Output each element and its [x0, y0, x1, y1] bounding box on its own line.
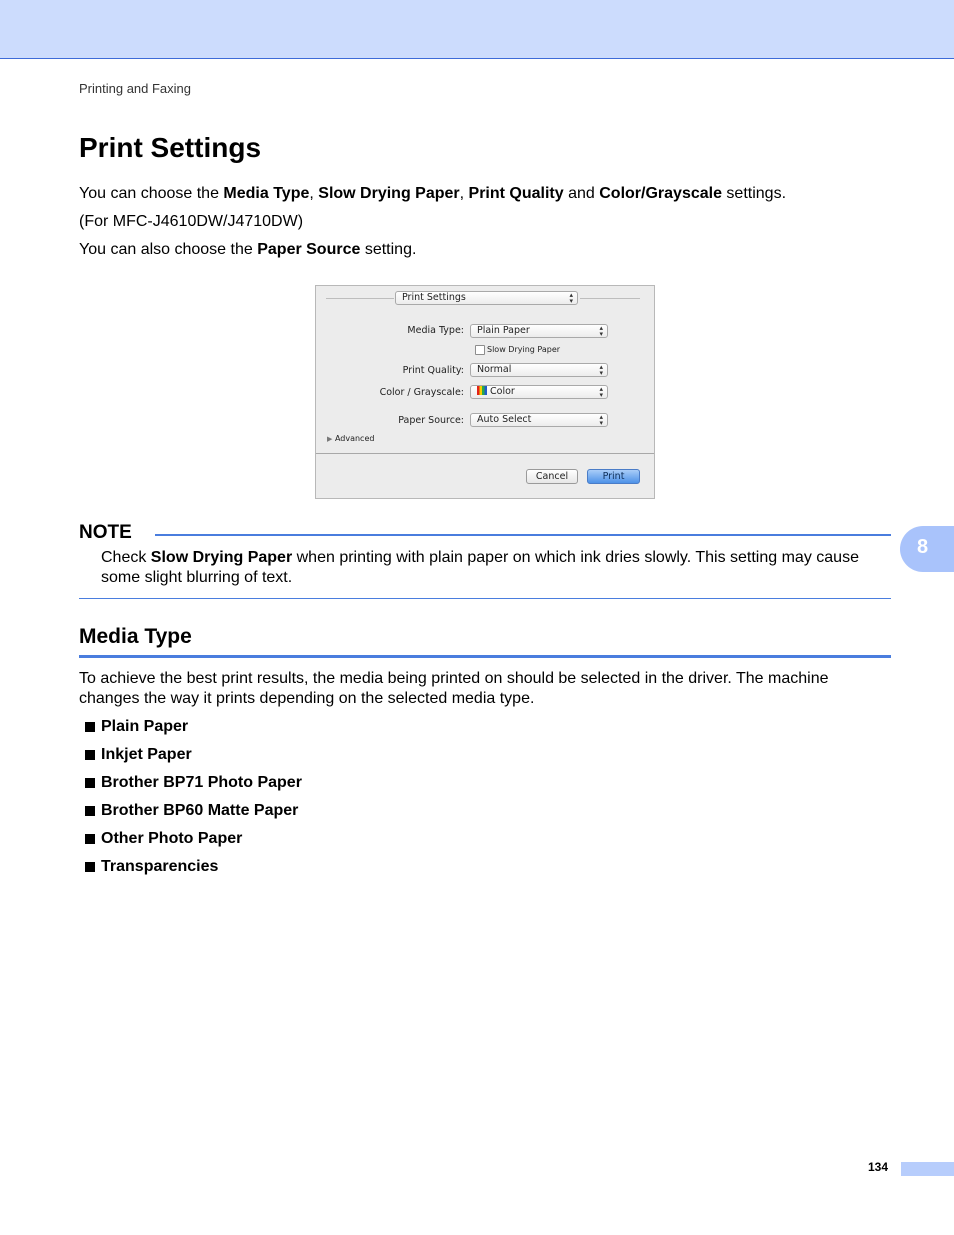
popup-arrows-icon: ▴ ▾	[599, 385, 603, 399]
running-head: Printing and Faxing	[79, 81, 192, 96]
dialog-rule-right	[580, 298, 640, 299]
media-type-list	[85, 717, 302, 885]
media-type-label: Media Type:	[407, 325, 464, 336]
media-type-value: Plain Paper	[477, 325, 530, 336]
chapter-number: 8	[917, 536, 929, 558]
paper-source-popup[interactable]	[470, 413, 608, 427]
list-item: Inkjet Paper	[85, 745, 302, 773]
popup-arrows-icon: ▴ ▾	[569, 291, 573, 305]
list-item: Brother BP60 Matte Paper	[85, 801, 302, 829]
advanced-disclosure[interactable]	[327, 434, 374, 443]
bullet-square-icon	[85, 834, 95, 844]
intro-line-1: You can choose the Media Type, Slow Drying Paper, Print Quality and Color/Grayscale settings.	[79, 185, 787, 202]
media-type-popup[interactable]	[470, 324, 608, 338]
popup-arrows-icon: ▴ ▾	[599, 324, 603, 338]
section-rule	[79, 655, 891, 658]
slow-drying-checkbox[interactable]	[475, 345, 485, 355]
list-item: Other Photo Paper	[85, 829, 302, 857]
chapter-tab	[900, 526, 954, 572]
dialog-rule-left	[326, 298, 394, 299]
list-item: Plain Paper	[85, 717, 302, 745]
bullet-square-icon	[85, 862, 95, 872]
color-swatch-icon	[477, 386, 487, 395]
page-number: 134	[868, 1160, 889, 1174]
page-number-bar	[901, 1162, 954, 1176]
bullet-square-icon	[85, 722, 95, 732]
print-button[interactable]: Print	[587, 469, 640, 484]
bullet-square-icon	[85, 806, 95, 816]
bullet-square-icon	[85, 778, 95, 788]
bullet-square-icon	[85, 750, 95, 760]
page-title: Print Settings	[79, 132, 262, 163]
note-rule-top	[155, 534, 891, 536]
note-title: NOTE	[79, 522, 132, 543]
print-quality-label: Print Quality:	[402, 365, 464, 376]
color-grayscale-value: Color	[490, 386, 515, 397]
dialog-button-separator	[316, 453, 654, 454]
settings-pane-popup[interactable]	[395, 291, 578, 305]
list-item: Brother BP71 Photo Paper	[85, 773, 302, 801]
print-quality-value: Normal	[477, 364, 512, 375]
paper-source-label: Paper Source:	[398, 415, 464, 426]
color-grayscale-label: Color / Grayscale:	[379, 387, 464, 398]
popup-arrows-icon: ▴ ▾	[599, 413, 603, 427]
note-body: Check Slow Drying Paper when printing with plain paper on which ink dries slowly. This setting may cause some slight blurring of text.	[101, 549, 859, 586]
slow-drying-label: Slow Drying Paper	[487, 345, 561, 354]
section-title-media-type: Media Type	[79, 625, 192, 648]
note-rule-bottom	[79, 598, 891, 599]
intro-line-2: (For MFC-J4610DW/J4710DW)	[79, 213, 304, 230]
intro-line-3: You can also choose the Paper Source setting.	[79, 241, 417, 258]
print-quality-popup[interactable]	[470, 363, 608, 377]
advanced-label: Advanced	[334, 434, 375, 443]
disclosure-triangle-icon: ▶	[327, 435, 333, 443]
print-settings-dialog	[315, 285, 655, 499]
color-grayscale-popup[interactable]	[470, 385, 608, 399]
cancel-button[interactable]: Cancel	[526, 469, 578, 484]
media-type-body: To achieve the best print results, the media being printed on should be selected in the driver. The machine changes the way it prints depending on the selected media type.	[79, 670, 829, 707]
settings-pane-popup-label: Print Settings	[402, 292, 466, 303]
header-band	[0, 0, 954, 59]
paper-source-value: Auto Select	[477, 414, 532, 425]
popup-arrows-icon: ▴ ▾	[599, 363, 603, 377]
list-item: Transparencies	[85, 857, 302, 885]
